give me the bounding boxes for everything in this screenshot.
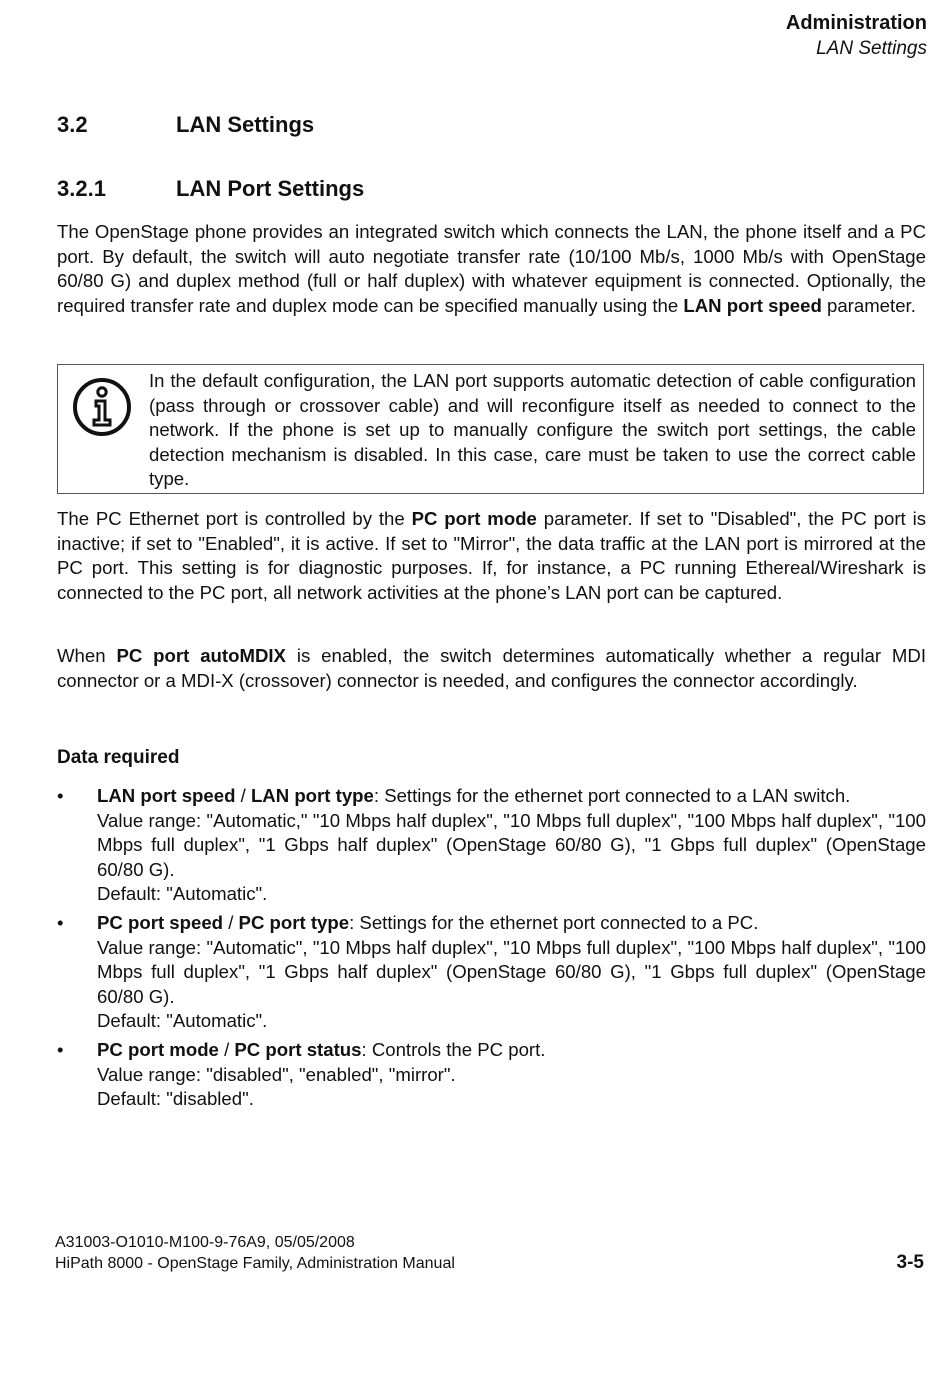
footer-doc-id: A31003-O1010-M100-9-76A9, 05/05/2008 [55,1234,355,1251]
paragraph-text: The PC Ethernet port is controlled by the [57,508,412,529]
param-name: LAN port type [250,785,374,806]
default-value: Default: "Automatic". [97,1010,268,1032]
value-range: Value range: "Automatic," "10 Mbps half duplex", "10 Mbps full duplex", "100 Mbps half duplex", "100 Mbps full duplex", "1 Gbps half duplex" (OpenStage 60/80 G), "1 Gbps full duplex" (OpenStage 60/80 G). [97,809,926,880]
separator: / [235,785,251,806]
running-header [786,10,927,62]
param-pc-port-mode: PC port mode [411,508,537,529]
value-range: Value range: "disabled", "enabled", "mirror". [97,1063,456,1085]
param-description: : Controls the PC port. [361,1038,546,1060]
paragraph-text: is enabled, the switch determines automatically whether a regular MDI connector or a MDI-X (crossover) connector is needed, and configures the connector accordingly. [57,645,926,691]
footer-manual-title: HiPath 8000 - OpenStage Family, Administration Manual [55,1255,455,1272]
paragraph-text: The OpenStage phone provides an integrated switch which connects the LAN, the phone itself and a PC port. By default, the switch will auto negotiate transfer rate (10/100 Mb/s, 1000 Mb/s with OpenStage 60/80 G) and duplex method (full or half duplex) with whatever equipment is connected. Optionally, the required transfer rate and duplex mode can be specified manually using the [57,221,926,317]
bullet-mark: • [57,911,64,933]
data-required-heading: Data required [57,747,180,768]
pc-port-paragraph [57,507,926,606]
param-pc-port-automdix: PC port autoMDIX [116,645,286,666]
section-heading-3-2 [57,111,314,139]
bullet-mark: • [57,785,64,806]
page-number: 3-5 [896,1252,924,1273]
list-item-body [97,911,926,1034]
list-item-body [97,1038,926,1112]
intro-paragraph [57,220,926,319]
list-item [57,911,926,1034]
section-title: LAN Settings [176,112,315,137]
section-number: 3.2 [57,112,88,137]
list-item-body [97,784,926,907]
bullet-mark: • [57,1038,64,1060]
default-value: Default: "Automatic". [97,883,268,905]
list-item [57,1038,926,1112]
paragraph-text: parameter. If set to "Disabled", the PC port is inactive; if set to "Enabled", it is active. If set to "Mirror", the data traffic at the LAN port is mirrored at the PC port. This setting is for diagnostic purposes. If, for instance, a PC running Ethereal/Wireshark is connected to the PC port, all network activities at the phone’s LAN port can be captured. [57,508,926,604]
data-required-list [57,784,926,1116]
param-description: : Settings for the ethernet port connected to a PC. [349,911,759,933]
default-value: Default: "disabled". [97,1088,254,1110]
separator: / [223,911,239,933]
header-chapter: Administration [785,12,927,34]
value-range: Value range: "Automatic", "10 Mbps half duplex", "10 Mbps full duplex", "100 Mbps half duplex", "100 Mbps full duplex", "1 Gbps half duplex" (OpenStage 60/80 G), "1 Gbps full duplex" (OpenStage 60/80 G). [97,936,926,1007]
list-item [57,784,926,907]
param-name: PC port mode [97,1038,219,1060]
separator: / [218,1038,235,1060]
paragraph-text: When [57,645,117,666]
param-name: PC port status [234,1038,362,1060]
section-heading-3-2-1 [57,175,364,203]
info-icon [72,377,132,437]
automdix-paragraph [57,644,926,693]
param-name: PC port speed [97,911,224,933]
section-number: 3.2.1 [57,176,106,201]
note-text: In the default configuration, the LAN port supports automatic detection of cable configuration (pass through or crossover cable) and will reconfigure itself as needed to connect to the network. If the phone is set up to manually configure the switch port settings, the cable detection mechanism is disabled. In this case, care must be taken to use the correct cable type. [149,370,916,489]
param-name: PC port type [238,911,350,933]
param-name: LAN port speed [97,785,236,806]
header-section: LAN Settings [816,38,927,59]
info-note-box [57,364,924,494]
section-title: LAN Port Settings [176,176,365,201]
paragraph-text: parameter. [821,295,916,317]
param-description: : Settings for the ethernet port connected to a LAN switch. [373,785,851,806]
param-lan-port-speed: LAN port speed [683,295,822,317]
footer [55,1232,455,1274]
